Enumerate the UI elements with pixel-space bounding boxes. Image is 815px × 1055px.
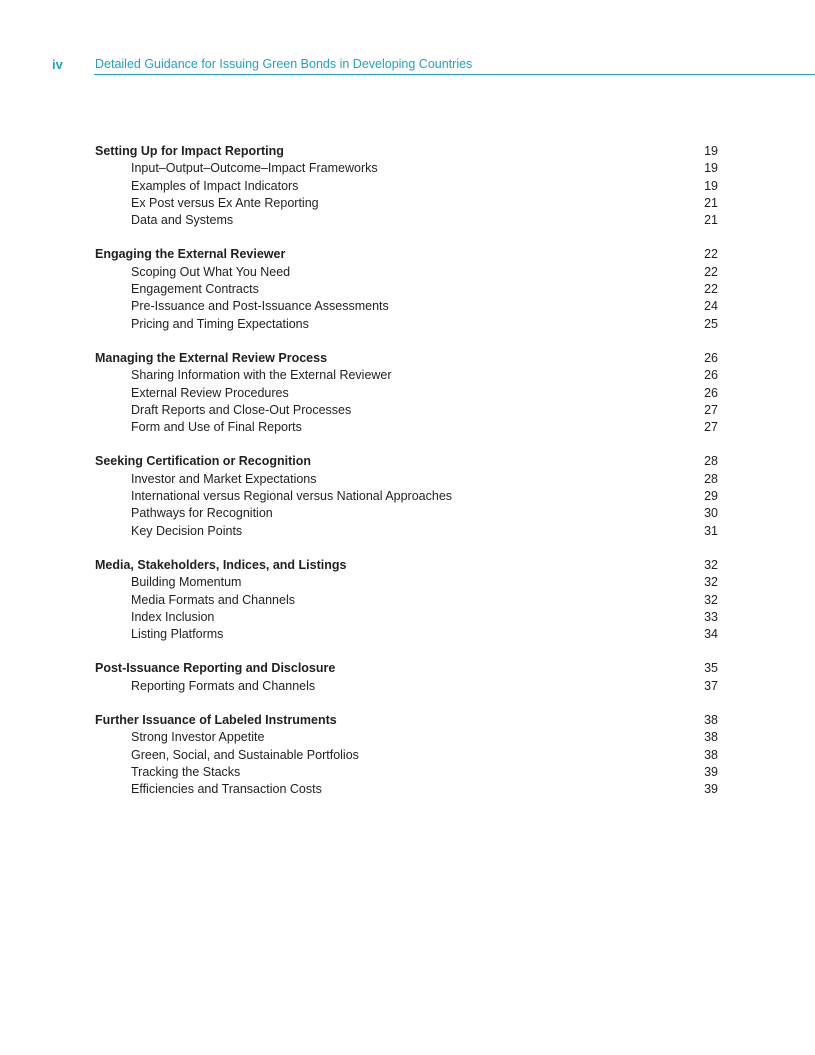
toc-entry-title: Investor and Market Expectations: [131, 471, 317, 486]
toc-entry-title: Ex Post versus Ex Ante Reporting: [131, 195, 319, 210]
toc-page-number: 24: [704, 299, 718, 314]
toc-entry[interactable]: [0, 471, 815, 488]
toc-section-title: Engaging the External Reviewer: [95, 247, 286, 262]
toc-section-heading[interactable]: [0, 660, 815, 677]
toc-entry[interactable]: [0, 488, 815, 505]
toc-page-number: 38: [704, 747, 718, 762]
toc-section-heading[interactable]: [0, 712, 815, 729]
toc-section-heading[interactable]: [0, 557, 815, 574]
toc-entry-title: External Review Procedures: [131, 385, 289, 400]
toc-entry[interactable]: [0, 523, 815, 540]
toc-entry-title: Index Inclusion: [131, 609, 215, 624]
toc-page-number: 37: [704, 678, 718, 693]
toc-page-number: 27: [704, 402, 718, 417]
toc-entry[interactable]: [0, 678, 815, 695]
toc-page-number: 25: [704, 316, 718, 331]
toc-page-number: 26: [704, 385, 718, 400]
running-title: Detailed Guidance for Issuing Green Bonds in Developing Countries: [95, 57, 473, 71]
toc-entry[interactable]: [0, 385, 815, 402]
table-of-contents: [0, 143, 815, 816]
toc-entry[interactable]: [0, 419, 815, 436]
toc-page-number: 21: [704, 195, 718, 210]
toc-entry[interactable]: [0, 195, 815, 212]
toc-section-heading[interactable]: [0, 246, 815, 263]
toc-page-number: 21: [704, 213, 718, 228]
toc-entry[interactable]: [0, 402, 815, 419]
toc-section-title: Managing the External Review Process: [95, 350, 328, 365]
toc-entry-title: Strong Investor Appetite: [131, 730, 265, 745]
toc-page-number: 22: [704, 282, 718, 297]
page-header: [0, 0, 815, 80]
toc-section-heading[interactable]: [0, 453, 815, 470]
toc-entry[interactable]: [0, 781, 815, 798]
toc-entry-title: Tracking the Stacks: [131, 764, 241, 779]
toc-entry[interactable]: [0, 729, 815, 746]
toc-page-number: 26: [704, 368, 718, 383]
toc-section: [0, 557, 815, 643]
toc-section: [0, 453, 815, 539]
toc-entry-title: International versus Regional versus National Approaches: [131, 489, 453, 504]
toc-page-number: 30: [704, 506, 718, 521]
toc-page-number: 19: [704, 178, 718, 193]
toc-page-number: 35: [704, 661, 718, 676]
toc-entry-title: Pathways for Recognition: [131, 506, 273, 521]
toc-section-title: Post-Issuance Reporting and Disclosure: [95, 661, 336, 676]
toc-entry[interactable]: [0, 298, 815, 315]
toc-entry-title: Media Formats and Channels: [131, 592, 295, 607]
toc-entry-title: Pre-Issuance and Post-Issuance Assessments: [131, 299, 389, 314]
toc-entry[interactable]: [0, 592, 815, 609]
toc-page-number: 32: [704, 557, 718, 572]
toc-section-heading[interactable]: [0, 350, 815, 367]
toc-page-number: 39: [704, 764, 718, 779]
toc-entry[interactable]: [0, 281, 815, 298]
toc-entry-title: Key Decision Points: [131, 523, 243, 538]
toc-page-number: 26: [704, 350, 718, 365]
toc-page-number: 22: [704, 247, 718, 262]
toc-section-title: Further Issuance of Labeled Instruments: [95, 713, 337, 728]
toc-entry-title: Listing Platforms: [131, 627, 224, 642]
toc-entry-title: Green, Social, and Sustainable Portfolios: [131, 747, 359, 762]
toc-entry-title: Input–Output–Outcome–Impact Frameworks: [131, 161, 378, 176]
page-number: iv: [52, 57, 63, 72]
toc-entry[interactable]: [0, 178, 815, 195]
toc-page-number: 29: [704, 489, 718, 504]
toc-entry[interactable]: [0, 212, 815, 229]
toc-entry[interactable]: [0, 626, 815, 643]
toc-section-title: Seeking Certification or Recognition: [95, 454, 311, 469]
toc-entry[interactable]: [0, 764, 815, 781]
toc-entry-title: Building Momentum: [131, 575, 242, 590]
toc-page-number: 28: [704, 471, 718, 486]
toc-section: [0, 712, 815, 798]
toc-entry-title: Form and Use of Final Reports: [131, 420, 302, 435]
toc-section-heading[interactable]: [0, 143, 815, 160]
toc-page-number: 31: [704, 523, 718, 538]
toc-section: [0, 350, 815, 436]
toc-entry-title: Scoping Out What You Need: [131, 264, 291, 279]
toc-entry-title: Sharing Information with the External Reviewer: [131, 368, 392, 383]
toc-section: [0, 660, 815, 695]
toc-page-number: 32: [704, 575, 718, 590]
toc-entry[interactable]: [0, 264, 815, 281]
toc-section-title: Media, Stakeholders, Indices, and Listings: [95, 557, 347, 572]
toc-page-number: 27: [704, 420, 718, 435]
toc-page-number: 38: [704, 713, 718, 728]
toc-entry[interactable]: [0, 609, 815, 626]
toc-entry[interactable]: [0, 316, 815, 333]
toc-page-number: 19: [704, 161, 718, 176]
toc-section: [0, 246, 815, 332]
toc-entry[interactable]: [0, 747, 815, 764]
toc-entry-title: Engagement Contracts: [131, 282, 259, 297]
toc-entry-title: Examples of Impact Indicators: [131, 178, 299, 193]
toc-entry[interactable]: [0, 160, 815, 177]
toc-entry-title: Data and Systems: [131, 213, 234, 228]
toc-page-number: 34: [704, 627, 718, 642]
toc-page-number: 33: [704, 609, 718, 624]
toc-entry[interactable]: [0, 367, 815, 384]
toc-page-number: 19: [704, 144, 718, 158]
toc-page-number: 32: [704, 592, 718, 607]
header-divider: [94, 74, 815, 75]
toc-entry-title: Reporting Formats and Channels: [131, 678, 316, 693]
toc-entry[interactable]: [0, 574, 815, 591]
toc-page-number: 39: [704, 782, 718, 797]
toc-entry-title: Draft Reports and Close-Out Processes: [131, 402, 352, 417]
toc-page-number: 38: [704, 730, 718, 745]
toc-entry-title: Pricing and Timing Expectations: [131, 316, 309, 331]
toc-section: [0, 143, 815, 229]
toc-page-number: 22: [704, 264, 718, 279]
toc-section-title: Setting Up for Impact Reporting: [95, 144, 284, 158]
toc-entry-title: Efficiencies and Transaction Costs: [131, 782, 322, 797]
toc-page-number: 28: [704, 454, 718, 469]
toc-entry[interactable]: [0, 505, 815, 522]
